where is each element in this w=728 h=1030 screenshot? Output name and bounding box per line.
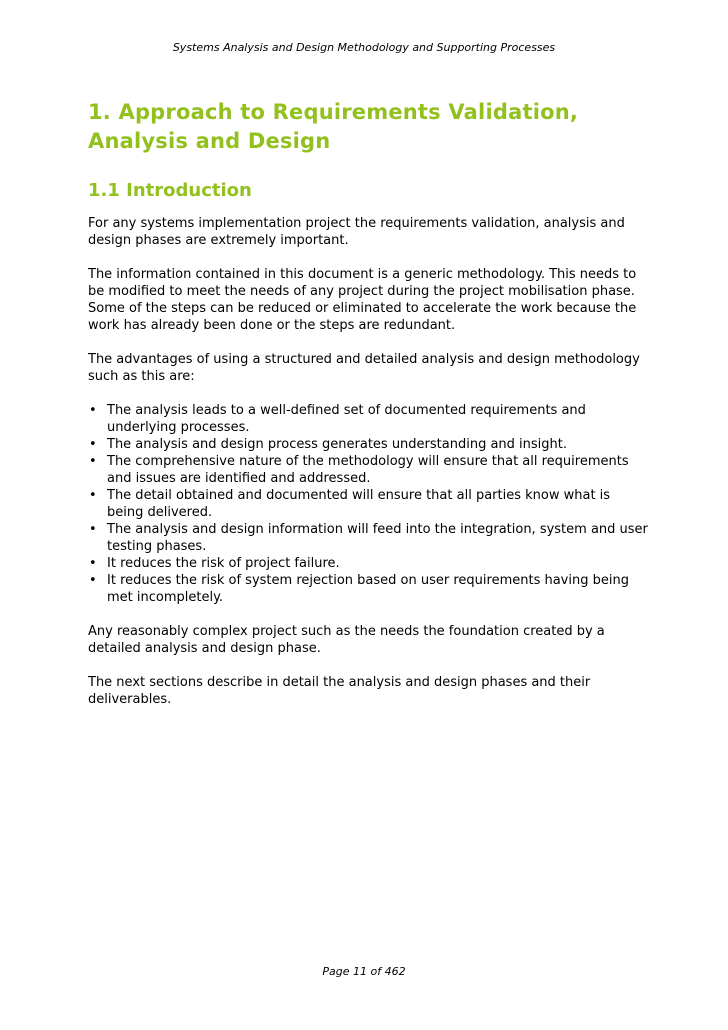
list-item <box>88 402 648 436</box>
list-item <box>88 487 648 521</box>
bullet-icon: • <box>89 403 97 418</box>
advantages-intro-paragraph: The advantages of using a structured and detailed analysis and design methodology such as this are: <box>88 352 640 384</box>
advantages-list <box>88 402 648 606</box>
methodology-paragraph: The information contained in this document is a generic methodology. This needs to be modified to meet the needs of any project during the project mobilisation phase. Some of the steps can be reduced or eliminated to accelerate the work because the work has already been done or the steps are redundant. <box>88 267 637 333</box>
list-item-text: The analysis and design information will feed into the integration, system and user testing phases. <box>107 522 648 554</box>
list-item-text: The analysis and design process generates understanding and insight. <box>107 437 567 452</box>
bullet-icon: • <box>89 437 97 452</box>
list-item <box>88 555 648 572</box>
bullet-icon: • <box>89 556 97 571</box>
bullet-icon: • <box>89 454 97 469</box>
complex-project-paragraph: Any reasonably complex project such as the needs the foundation created by a detailed analysis and design phase. <box>88 624 605 656</box>
running-header: Systems Analysis and Design Methodology and Supporting Processes <box>172 41 556 54</box>
page-number: Page 11 of 462 <box>322 965 406 978</box>
intro-paragraph: For any systems implementation project the requirements validation, analysis and design phases are extremely important. <box>88 216 625 248</box>
list-item-text: The comprehensive nature of the methodology will ensure that all requirements and issues are identified and addressed. <box>107 454 629 486</box>
section-heading: 1. Approach to Requirements Validation, Analysis and Design <box>88 100 579 153</box>
list-item <box>88 521 648 555</box>
list-item <box>88 453 648 487</box>
subsection-heading: 1.1 Introduction <box>88 180 252 201</box>
document-body <box>88 98 648 708</box>
list-item <box>88 436 648 453</box>
list-item-text: The detail obtained and documented will ensure that all parties know what is being delivered. <box>107 488 611 520</box>
list-item-text: The analysis leads to a well-defined set of documented requirements and underlying processes. <box>107 403 586 435</box>
list-item-text: It reduces the risk of system rejection based on user requirements having being met incompletely. <box>107 573 629 605</box>
bullet-icon: • <box>89 573 97 588</box>
list-item-text: It reduces the risk of project failure. <box>107 556 340 571</box>
next-sections-paragraph: The next sections describe in detail the analysis and design phases and their deliverables. <box>88 675 591 707</box>
list-item <box>88 572 648 606</box>
bullet-icon: • <box>89 488 97 503</box>
bullet-icon: • <box>89 522 97 537</box>
